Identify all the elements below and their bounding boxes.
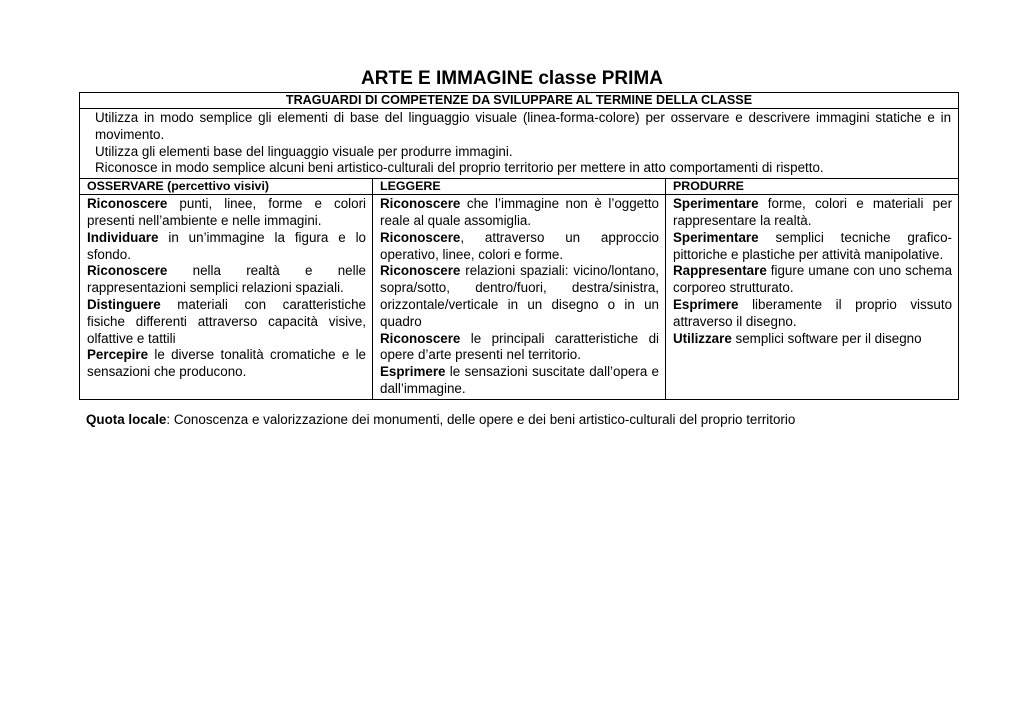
column-header-row — [80, 179, 959, 195]
competence-verb: Percepire — [87, 347, 149, 363]
goal-item: Utilizza in modo semplice gli elementi di base del linguaggio visuale (linea-forma-colore) per osservare e descrivere immagini statiche e in movimento. — [95, 110, 952, 142]
competence-item — [87, 230, 366, 264]
competence-text: le principali caratteristiche di opere d’arte presenti nel territorio. — [380, 330, 659, 363]
competence-verb: Riconoscere — [380, 263, 461, 279]
column-header-produrre: PRODURRE — [666, 179, 959, 195]
competence-text: forme, colori e materiali per rappresentare la realtà. — [673, 196, 953, 228]
note-label: Quota locale — [86, 412, 167, 427]
competence-item — [673, 196, 952, 230]
competence-verb: Riconoscere — [380, 229, 461, 245]
competence-text: materiali con caratteristiche fisiche differenti attraverso capacità visive, olfattive e tattili — [87, 296, 366, 346]
competence-item — [673, 331, 952, 348]
competence-verb: Riconoscere — [380, 330, 461, 346]
competence-item — [380, 263, 659, 330]
competence-verb: Distinguere — [87, 296, 161, 312]
competence-text: liberamente il proprio vissuto attraverso il disegno. — [673, 296, 953, 329]
competence-item — [380, 196, 659, 230]
competence-item — [87, 297, 366, 347]
column-leggere — [373, 195, 666, 400]
competence-item — [380, 230, 659, 264]
goal-item: Riconosce in modo semplice alcuni beni artistico-culturali del proprio territorio per mettere in atto comportamenti di rispetto. — [95, 160, 824, 176]
table-header-row — [80, 93, 959, 109]
competence-table — [79, 92, 959, 400]
competence-verb: Rappresentare — [673, 263, 767, 279]
competence-text: semplici software per il disegno — [731, 330, 922, 346]
column-header-leggere: LEGGERE — [373, 179, 666, 195]
local-quota-note — [86, 411, 956, 428]
competence-verb: Riconoscere — [87, 196, 168, 212]
table-header: TRAGUARDI DI COMPETENZE DA SVILUPPARE AL TERMINE DELLA CLASSE — [80, 93, 959, 109]
competence-text: che l’immagine non è l’oggetto reale al quale assomiglia. — [380, 196, 659, 228]
competence-verb: Esprimere — [380, 364, 446, 380]
competence-verb: Riconoscere — [380, 196, 461, 212]
competence-item — [673, 263, 952, 297]
competence-text: le diverse tonalità cromatiche e le sensazioni che producono. — [87, 347, 366, 380]
competence-text: semplici tecniche grafico-pittoriche e plastiche per attività manipolative. — [673, 229, 953, 262]
competence-item — [87, 263, 366, 297]
competence-item — [87, 196, 366, 230]
column-produrre — [666, 195, 959, 400]
competence-item — [87, 347, 366, 381]
competence-text: relazioni spaziali: vicino/lontano, sopra/sotto, dentro/fuori, destra/sinistra, orizzontale/verticale in un disegno o in un quadro — [380, 263, 659, 329]
competence-verb: Sperimentare — [673, 196, 759, 212]
competence-text: le sensazioni suscitate dall’opera e dall’immagine. — [380, 364, 659, 396]
competence-verb: Individuare — [87, 229, 159, 245]
page-title: ARTE E IMMAGINE classe PRIMA — [361, 68, 663, 89]
competence-text: in un’immagine la figura e lo sfondo. — [87, 229, 366, 262]
goal-item: Utilizza gli elementi base del linguaggio visuale per produrre immagini. — [95, 143, 513, 159]
competence-item — [673, 230, 952, 264]
goals-row — [80, 109, 959, 179]
competence-item — [380, 364, 659, 398]
competence-text: nella realtà e nelle rappresentazioni semplici relazioni spaziali. — [87, 263, 366, 296]
column-header-osservare: OSSERVARE (percettivo visivi) — [80, 179, 373, 195]
content-row — [80, 195, 959, 400]
note-text: : Conoscenza e valorizzazione dei monumenti, delle opere e dei beni artistico-culturali del proprio territorio — [166, 412, 796, 427]
competence-verb: Sperimentare — [673, 229, 759, 245]
competence-text: , attraverso un approccio operativo, linee, colori e forme. — [380, 229, 659, 262]
competence-text: figure umane con uno schema corporeo strutturato. — [673, 263, 953, 296]
competence-item — [380, 331, 659, 365]
goals-cell — [80, 109, 959, 179]
competence-verb: Riconoscere — [87, 263, 168, 279]
competence-verb: Utilizzare — [673, 330, 732, 346]
column-osservare — [80, 195, 373, 400]
competence-item — [673, 297, 952, 331]
competence-verb: Esprimere — [673, 296, 739, 312]
competence-text: punti, linee, forme e colori presenti nell’ambiente e nelle immagini. — [87, 196, 366, 228]
